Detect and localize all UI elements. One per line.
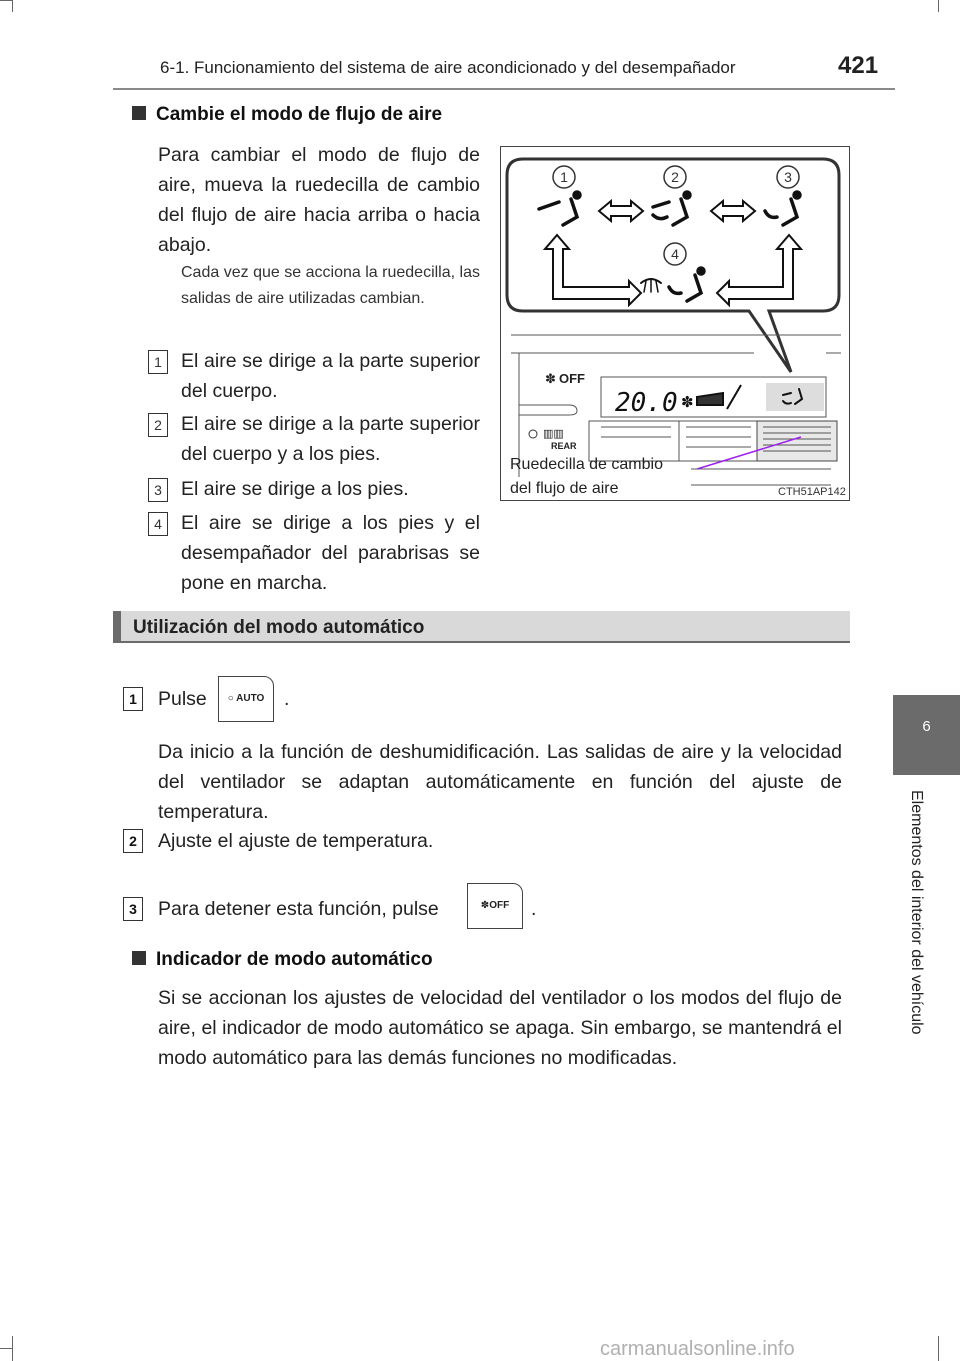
figure-code: CTH51AP142 (778, 486, 846, 498)
auto-mode-banner-text: Utilización del modo automático (133, 617, 425, 638)
fan-speed-indicator (697, 385, 741, 409)
indicator-text: Si se accionan los ajustes de velocidad del ventilador o los modos del flujo de aire, el indicador de modo automático se apaga. Sin embargo, se mantendrá el modo automático para las demás funciones no modificadas. (158, 987, 842, 1069)
chapter-title: Elementos del interior del vehículo (908, 790, 925, 1035)
step-number: 1 (123, 687, 143, 711)
auto-button-led-icon: ○ (227, 693, 237, 704)
crop-mark (0, 0, 12, 1)
mode-text: El aire se dirige a los pies. (181, 478, 409, 500)
airflow-heading (132, 104, 442, 126)
rear-indicator-led (529, 430, 537, 438)
rear-defrost-icon: ▥▥ (543, 427, 564, 440)
fan-icon: ✽ (545, 372, 556, 387)
crop-mark (938, 0, 939, 12)
display-fan-icon: ✽ (681, 393, 694, 411)
callout-num: 2 (671, 169, 679, 185)
dial-label-text-line2: del flujo de aire (510, 480, 619, 497)
mode-number: 1 (148, 350, 168, 374)
square-bullet-icon (132, 951, 146, 965)
indicator-heading (132, 949, 433, 971)
auto-button-label: AUTO (236, 693, 265, 704)
step-text: Pulse (158, 688, 207, 710)
mode-number: 3 (148, 478, 168, 502)
mode-number: 2 (148, 413, 168, 437)
page-number: 421 (838, 52, 879, 79)
square-bullet-icon (132, 106, 146, 120)
auto-button[interactable] (218, 676, 274, 722)
mode-indicator-highlight (766, 383, 824, 411)
fan-off-button[interactable] (467, 883, 523, 929)
airflow-heading-text: Cambie el modo de flujo de aire (156, 104, 443, 125)
dial-label (510, 456, 667, 497)
step-1-detail: Da inicio a la función de deshumidificación. Las salidas de aire y la velocidad del ventilador se adaptan automáticamente en función del ajuste de temperatura. (158, 741, 842, 823)
callout-num: 1 (560, 169, 568, 185)
crop-mark (0, 1348, 12, 1349)
indicator-heading-text: Indicador de modo automático (156, 949, 433, 970)
mode-text: El aire se dirige a la parte superior del cuerpo. (181, 350, 480, 402)
step-number: 2 (123, 829, 143, 853)
figure-drawing (501, 147, 849, 500)
step-text: Ajuste el ajuste de temperatura. (158, 830, 434, 852)
step-number: 3 (123, 897, 143, 921)
crop-mark (938, 1336, 939, 1361)
mode-text: El aire se dirige a la parte superior del cuerpo y a los pies. (181, 413, 480, 465)
mode-text: El aire se dirige a los pies y el desempañador del parabrisas se pone en marcha. (181, 512, 480, 594)
temperature-display: 20.0 (615, 388, 678, 418)
step-text-end: . (284, 688, 290, 710)
callout-num: 4 (671, 246, 679, 262)
crop-mark (12, 0, 13, 12)
header-section-title: 6-1. Funcionamiento del sistema de aire acondicionado y del desempañador (160, 58, 736, 77)
chapter-tab (893, 695, 960, 775)
watermark: carmanualsonline.info (600, 1338, 795, 1360)
airflow-figure (500, 146, 850, 501)
crop-mark (12, 1336, 13, 1361)
callout-num: 3 (784, 169, 792, 185)
step-text: Para detener esta función, pulse (158, 898, 439, 920)
dial-label-text: Ruedecilla de cambio (510, 456, 663, 473)
airflow-note: Cada vez que se acciona la ruedecilla, las salidas de aire utilizadas cambian. (181, 264, 480, 307)
off-button-label: OFF (489, 900, 510, 911)
step-text-end: . (531, 898, 537, 920)
rear-defrost-label: REAR (551, 441, 577, 451)
chapter-number: 6 (922, 718, 931, 735)
panel-off-label: OFF (559, 371, 585, 386)
mode-number: 4 (148, 512, 168, 536)
auto-mode-banner (113, 611, 850, 643)
airflow-intro: Para cambiar el modo de flujo de aire, mueva la ruedecilla de cambio del flujo de aire hacia arriba o hacia abajo. (158, 144, 480, 256)
fan-icon: ✽ (480, 900, 490, 911)
header-divider (113, 88, 895, 90)
